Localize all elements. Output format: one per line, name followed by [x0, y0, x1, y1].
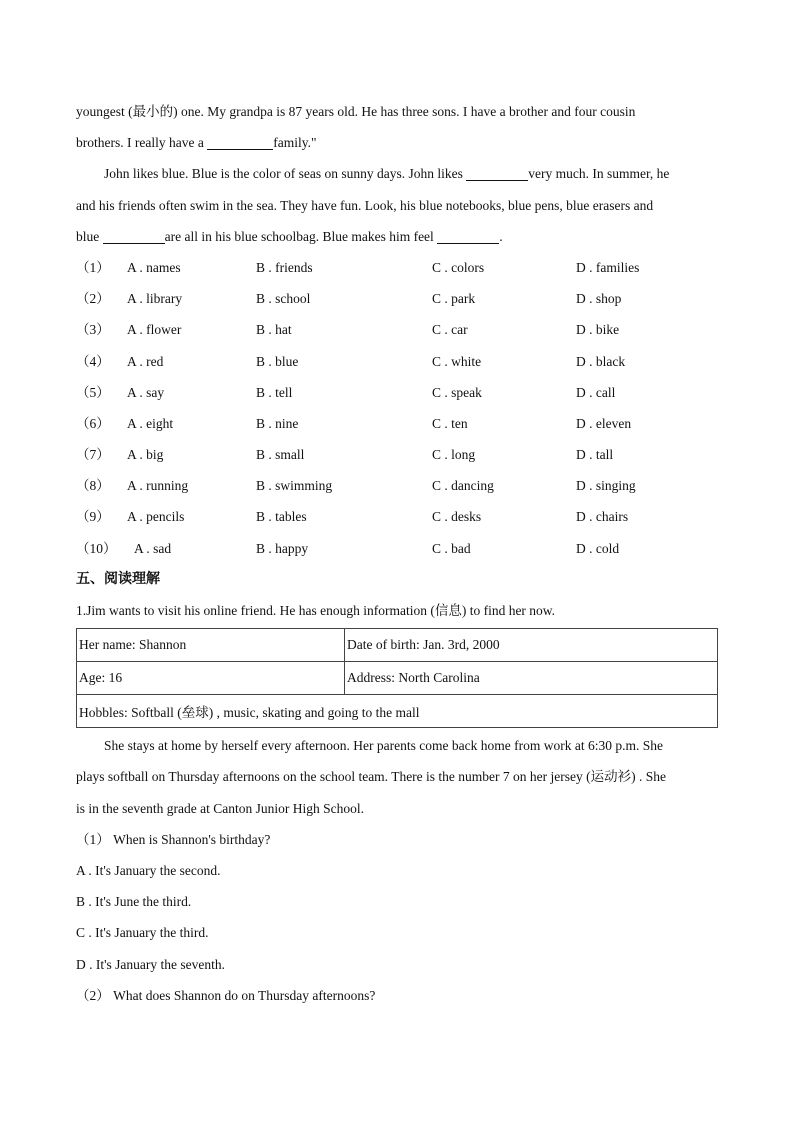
table-cell-hobbies: Hobbles: Softball (垒球) , music, skating and going to the mall	[77, 695, 718, 728]
table-row	[77, 695, 718, 728]
question-number: （1）	[76, 259, 110, 275]
option-b: B . nine	[256, 415, 299, 431]
option-b: B . tell	[256, 384, 293, 400]
option-row	[76, 501, 718, 532]
option-row	[76, 439, 718, 470]
option-a: A . running	[127, 478, 189, 494]
option-b: B . small	[256, 447, 305, 463]
answer-blank	[466, 164, 528, 181]
option-row	[76, 377, 718, 408]
answer-blank	[437, 227, 499, 244]
question-number: （8）	[76, 478, 110, 494]
option-c: C . dancing	[432, 478, 494, 494]
option-row	[76, 314, 718, 345]
option-d: D . chairs	[576, 509, 629, 525]
table-cell-address: Address: North Carolina	[345, 662, 718, 695]
question-number: （4）	[76, 353, 110, 369]
question-1: （1） When is Shannon's birthday?	[76, 831, 271, 847]
option-b: B . friends	[256, 259, 313, 275]
option-a: A . library	[127, 291, 183, 307]
document-page	[76, 96, 718, 1011]
option-a: A . flower	[127, 322, 182, 338]
table-row	[77, 662, 718, 695]
question-number: （7）	[76, 447, 110, 463]
info-table	[76, 628, 718, 728]
question-1-option-a: A . It's January the second.	[76, 862, 221, 878]
option-c: C . colors	[432, 259, 485, 275]
passage-text: brothers. I really have a	[76, 135, 208, 151]
option-row	[76, 283, 718, 314]
option-d: D . shop	[576, 291, 622, 307]
passage-text: blue	[76, 228, 103, 244]
option-b: B . blue	[256, 353, 299, 369]
option-b: B . school	[256, 291, 311, 307]
option-c: C . white	[432, 353, 482, 369]
question-2: （2） What does Shannon do on Thursday afternoons?	[76, 987, 376, 1003]
question-number: （6）	[76, 415, 110, 431]
passage-line: She stays at home by herself every afternoon. Her parents come back home from work at 6:30 p.m. She	[104, 738, 663, 754]
question-1-option-c: C . It's January the third.	[76, 925, 209, 941]
passage-text: John likes blue. Blue is the color of seas on sunny days. John likes	[104, 166, 467, 182]
option-d: D . cold	[576, 540, 620, 556]
option-row	[76, 252, 718, 283]
passage-line	[76, 158, 718, 189]
options-list	[76, 252, 718, 564]
option-b: B . happy	[256, 540, 309, 556]
reading-intro: 1.Jim wants to visit his online friend. He has enough information (信息) to find her now.	[76, 603, 556, 618]
option-c: C . long	[432, 447, 476, 463]
option-a: A . pencils	[127, 509, 185, 525]
passage-line: and his friends often swim in the sea. They have fun. Look, his blue notebooks, blue pens, blue erasers and	[76, 197, 654, 213]
option-a: A . names	[127, 259, 181, 275]
passage-text: family."	[273, 135, 317, 151]
question-1-option-b: B . It's June the third.	[76, 894, 192, 910]
option-c: C . speak	[432, 384, 482, 400]
passage-line	[76, 221, 718, 252]
answer-blank	[207, 133, 273, 150]
option-a: A . sad	[134, 540, 172, 556]
option-d: D . call	[576, 384, 616, 400]
option-c: C . ten	[432, 415, 468, 431]
passage-line: plays softball on Thursday afternoons on the school team. There is the number 7 on her jersey (运动衫) . She	[76, 769, 666, 785]
option-c: C . desks	[432, 509, 482, 525]
question-number: （3）	[76, 322, 110, 338]
passage-text: .	[499, 228, 503, 244]
option-row	[76, 533, 718, 564]
question-number: （10）	[76, 540, 117, 556]
option-c: C . bad	[432, 540, 471, 556]
question-number: （2）	[76, 291, 110, 307]
option-a: A . red	[127, 353, 164, 369]
option-a: A . big	[127, 447, 164, 463]
option-c: C . car	[432, 322, 468, 338]
passage-line	[76, 127, 718, 158]
passage-text: are all in his blue schoolbag. Blue makes him feel	[164, 228, 438, 244]
answer-blank	[103, 227, 165, 244]
option-d: D . tall	[576, 447, 614, 463]
option-d: D . singing	[576, 478, 636, 494]
passage-line: youngest (最小的) one. My grandpa is 87 years old. He has three sons. I have a brother and four cousin	[76, 104, 636, 119]
table-row	[77, 629, 718, 662]
passage-text: very much. In summer, he	[528, 166, 670, 182]
option-b: B . swimming	[256, 478, 333, 494]
option-row	[76, 408, 718, 439]
option-d: D . bike	[576, 322, 620, 338]
table-cell-name: Her name: Shannon	[77, 629, 345, 662]
question-number: （5）	[76, 384, 110, 400]
option-b: B . hat	[256, 322, 292, 338]
question-number: （9）	[76, 509, 110, 525]
section-title: 五、阅读理解	[76, 570, 160, 587]
option-row	[76, 470, 718, 501]
table-cell-age: Age: 16	[77, 662, 345, 695]
option-d: D . eleven	[576, 415, 632, 431]
option-d: D . black	[576, 353, 626, 369]
option-b: B . tables	[256, 509, 307, 525]
option-a: A . say	[127, 384, 165, 400]
question-1-option-d: D . It's January the seventh.	[76, 956, 226, 972]
option-row	[76, 346, 718, 377]
option-d: D . families	[576, 259, 640, 275]
table-cell-dob: Date of birth: Jan. 3rd, 2000	[345, 629, 718, 662]
passage-line: is in the seventh grade at Canton Junior High School.	[76, 800, 364, 816]
option-a: A . eight	[127, 415, 174, 431]
option-c: C . park	[432, 291, 476, 307]
